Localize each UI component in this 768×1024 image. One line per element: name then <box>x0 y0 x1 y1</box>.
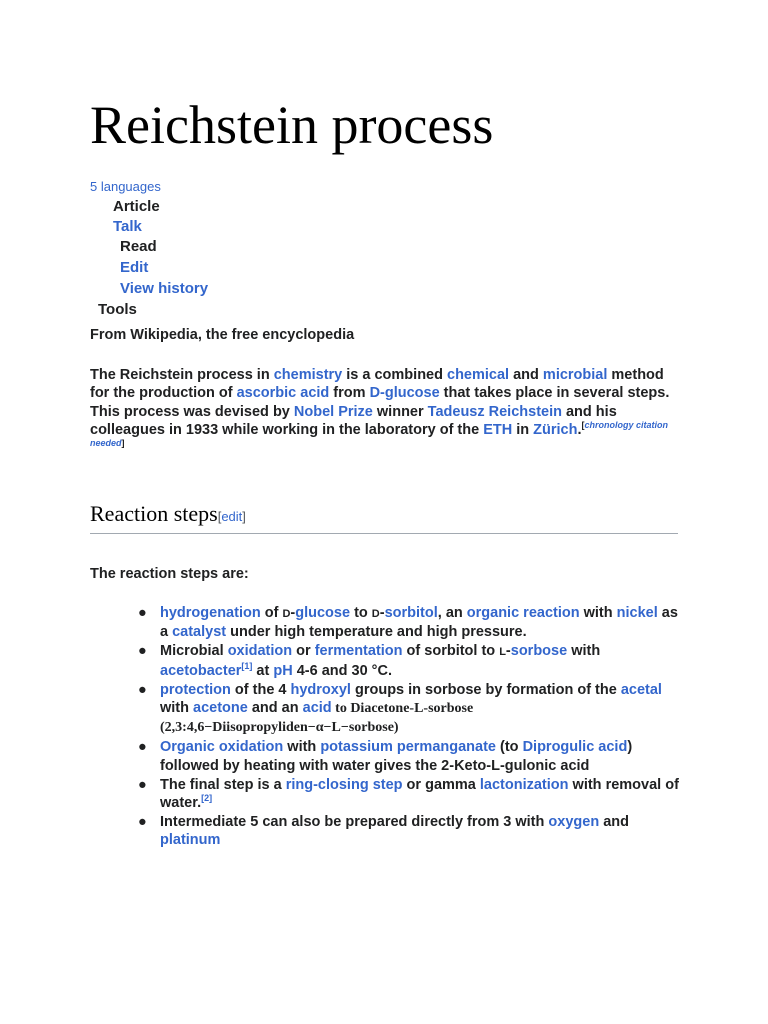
link-acetal[interactable]: acetal <box>620 681 662 698</box>
link-lactonization[interactable]: lactonization <box>479 776 569 793</box>
bullet-icon: ● <box>138 643 147 660</box>
reference-1[interactable]: [1] <box>241 660 253 671</box>
link-microbial[interactable]: microbial <box>542 367 608 383</box>
bracket: ] <box>242 509 246 524</box>
text: - <box>505 643 511 660</box>
link-citation-needed[interactable]: chronology citation needed <box>90 420 669 449</box>
link-oxygen[interactable]: oxygen <box>548 814 600 831</box>
text: Microbial <box>160 643 228 660</box>
link-acetobacter[interactable]: acetobacter <box>160 662 242 679</box>
list-item <box>90 813 680 849</box>
text: as a <box>160 605 678 641</box>
list-item <box>90 776 680 812</box>
text: to Diacetone-L-sorbose (2,3:4,6−Diisopropyliden−α−L−sorbose) <box>160 701 474 736</box>
link-sorbose[interactable]: sorbose <box>510 643 568 660</box>
reference-2[interactable]: [2] <box>201 793 213 804</box>
link-tadeusz-reichstein[interactable]: Tadeusz Reichstein <box>427 403 562 420</box>
list-item <box>90 604 680 641</box>
text: - <box>379 605 385 621</box>
link-acid[interactable]: acid <box>302 700 332 717</box>
tab-read[interactable]: Read <box>120 238 157 255</box>
text: The Reichstein process in <box>90 367 274 383</box>
text: - <box>290 605 296 621</box>
link-diprogulic-acid[interactable]: Diprogulic acid <box>522 739 628 756</box>
text: and his colleagues in 1933 while working in the laboratory of the <box>90 403 617 438</box>
bracket: [ <box>581 420 585 431</box>
list-item <box>90 681 680 738</box>
link-ring-closing-step[interactable]: ring-closing step <box>285 776 403 793</box>
tab-talk[interactable]: Talk <box>113 218 142 235</box>
text: or <box>292 643 315 660</box>
link-nickel[interactable]: nickel <box>616 605 658 621</box>
text: with <box>567 643 601 660</box>
text: groups in sorbose by formation of the <box>350 681 621 698</box>
link-ascorbic-acid[interactable]: ascorbic acid <box>236 385 330 402</box>
site-subtitle: From Wikipedia, the free encyclopedia <box>90 327 355 343</box>
link-acetone[interactable]: acetone <box>193 700 248 717</box>
link-oxidation[interactable]: oxidation <box>227 643 293 660</box>
link-d-glucose[interactable]: D-glucose <box>369 385 440 402</box>
section-edit-link[interactable]: edit <box>221 509 243 524</box>
text: with <box>579 605 617 621</box>
reaction-steps-list <box>90 604 680 851</box>
link-hydrogenation[interactable]: hydrogenation <box>160 605 261 621</box>
text: under high temperature and high pressure. <box>226 624 527 641</box>
link-organic-reaction[interactable]: organic reaction <box>466 605 580 621</box>
section-heading <box>90 500 678 534</box>
tools-menu[interactable]: Tools <box>98 301 137 318</box>
text: The final step is a <box>160 776 286 793</box>
bullet-icon: ● <box>138 776 147 793</box>
text: 4-6 and 30 °C. <box>292 662 392 679</box>
text: with <box>283 739 321 756</box>
link-zurich[interactable]: Zürich <box>533 421 578 438</box>
link-chemistry[interactable]: chemistry <box>273 367 343 383</box>
link-nobel-prize[interactable]: Nobel Prize <box>293 403 373 420</box>
text: (to <box>496 739 523 756</box>
tab-edit[interactable]: Edit <box>120 259 149 276</box>
link-organic-oxidation[interactable]: Organic oxidation <box>160 739 284 756</box>
steps-intro: The reaction steps are: <box>90 566 249 582</box>
text: and <box>509 367 543 383</box>
text: is a combined <box>342 367 447 383</box>
text: or gamma <box>402 776 480 793</box>
link-chemical[interactable]: chemical <box>447 367 510 383</box>
text: Intermediate 5 can also be prepared directly from 3 with <box>160 814 549 831</box>
link-hydroxyl[interactable]: hydroxyl <box>290 681 351 698</box>
text: method for the production of <box>90 367 664 402</box>
text: with removal of water. <box>160 776 679 812</box>
text: at <box>252 662 274 679</box>
text: that takes place in several steps. This process was devised by <box>90 385 670 420</box>
text: ) followed by heating with water gives the 2-Keto-L-gulonic acid <box>160 739 633 774</box>
bullet-icon: ● <box>138 681 147 698</box>
text: from <box>329 385 370 402</box>
section-edit <box>218 509 246 524</box>
small-caps: D <box>371 608 380 620</box>
text: and an <box>247 700 303 717</box>
link-eth[interactable]: ETH <box>483 421 513 438</box>
list-item <box>90 642 680 679</box>
link-platinum[interactable]: platinum <box>160 832 221 849</box>
intro-paragraph <box>90 366 680 457</box>
text: and <box>599 814 629 831</box>
small-caps: D <box>282 608 291 620</box>
link-fermentation[interactable]: fermentation <box>314 643 403 660</box>
bracket: ] <box>121 438 125 449</box>
tab-article[interactable]: Article <box>113 198 160 215</box>
bullet-icon: ● <box>138 605 147 621</box>
section-title: Reaction steps <box>90 501 218 526</box>
link-catalyst[interactable]: catalyst <box>172 624 227 641</box>
text: , an <box>437 605 467 621</box>
bullet-icon: ● <box>138 739 147 756</box>
list-item <box>90 738 680 774</box>
bullet-icon: ● <box>138 814 147 831</box>
languages-link[interactable]: 5 languages <box>90 179 161 194</box>
small-caps: L <box>499 646 506 659</box>
tab-view-history[interactable]: View history <box>120 280 209 297</box>
link-sorbitol[interactable]: sorbitol <box>384 605 438 621</box>
link-glucose[interactable]: glucose <box>295 605 351 621</box>
link-protection[interactable]: protection <box>160 681 231 698</box>
text: winner <box>372 403 428 420</box>
text: . <box>577 421 582 438</box>
text: of the 4 <box>230 681 291 698</box>
text: to <box>350 605 372 621</box>
text: of sorbitol to <box>402 643 500 660</box>
bracket: [ <box>217 509 222 524</box>
link-potassium-permanganate[interactable]: potassium permanganate <box>320 739 496 756</box>
text: in <box>512 421 534 438</box>
text: of <box>260 605 283 621</box>
link-ph[interactable]: pH <box>273 662 293 679</box>
page-title: Reichstein process <box>90 95 494 155</box>
text: with <box>160 700 194 717</box>
